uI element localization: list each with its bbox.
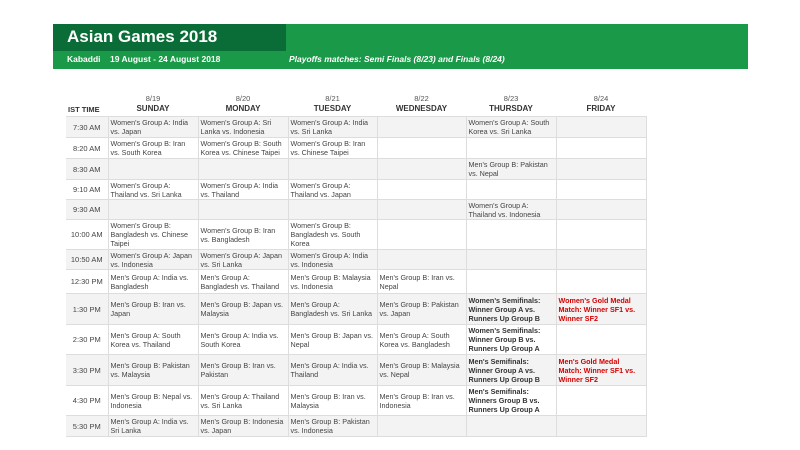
schedule-row: [66, 386, 646, 416]
match-cell: [466, 416, 556, 437]
match-cell: [466, 220, 556, 250]
time-cell: 10:50 AM: [66, 250, 108, 270]
schedule-row: [66, 355, 646, 386]
time-cell: 3:30 PM: [66, 355, 108, 386]
match-cell: [556, 416, 646, 437]
time-cell: 5:30 PM: [66, 416, 108, 437]
match-cell: Women's Group B: Bangladesh vs. South Korea: [288, 220, 377, 250]
match-cell: Women's Group A: India vs. Thailand: [198, 180, 288, 200]
match-cell: Women's Group A: Sri Lanka vs. Indonesia: [198, 117, 288, 138]
match-cell: Men's Group B: Iran vs. Indonesia: [377, 386, 466, 416]
match-cell: Women's Group A: India vs. Sri Lanka: [288, 117, 377, 138]
match-cell: [377, 416, 466, 437]
match-cell: Men's Group B: Iran vs. Pakistan: [198, 355, 288, 386]
semifinal-cell: Men's Semifinals: Winner Group A vs. Runners Up Group B: [466, 355, 556, 386]
semifinal-cell: Women's Semifinals: Winner Group A vs. Runners Up Group B: [466, 294, 556, 325]
match-cell: [377, 117, 466, 138]
day-name: TUESDAY: [313, 104, 352, 113]
match-cell: Women's Group A: India vs. Indonesia: [288, 250, 377, 270]
day-date: 8/22: [414, 94, 429, 103]
schedule-row: [66, 270, 646, 294]
time-cell: 12:30 PM: [66, 270, 108, 294]
match-cell: Women's Group A: South Korea vs. Sri Lanka: [466, 117, 556, 138]
match-cell: [288, 159, 377, 180]
day-name: THURSDAY: [489, 104, 533, 113]
gold-medal-match-cell: Men's Gold Medal Match: Winner SF1 vs. Winner SF2: [556, 355, 646, 386]
schedule-table: [66, 86, 647, 437]
match-cell: [556, 117, 646, 138]
match-cell: Men's Group B: Pakistan vs. Nepal: [466, 159, 556, 180]
match-cell: [198, 159, 288, 180]
time-column-header: IST TIME: [68, 105, 100, 114]
title-box: [53, 24, 286, 51]
time-cell: 9:30 AM: [66, 200, 108, 220]
page-title: Asian Games 2018: [67, 27, 218, 46]
time-cell: 8:20 AM: [66, 138, 108, 159]
semifinal-cell: Men's Semifinals: Winners Group B vs. Runners Up Group A: [466, 386, 556, 416]
day-header: [108, 86, 198, 117]
match-cell: [466, 180, 556, 200]
day-header: [466, 86, 556, 117]
match-cell: Women's Group B: Iran vs. Bangladesh: [198, 220, 288, 250]
day-date: 8/24: [593, 94, 609, 103]
match-cell: [556, 270, 646, 294]
day-header: [288, 86, 377, 117]
match-cell: [556, 138, 646, 159]
match-cell: Women's Group A: Thailand vs. Japan: [288, 180, 377, 200]
time-cell: 9:10 AM: [66, 180, 108, 200]
day-name: FRIDAY: [586, 104, 616, 113]
match-cell: Men's Group A: Bangladesh vs. Thailand: [198, 270, 288, 294]
match-cell: [377, 159, 466, 180]
day-date: 8/20: [235, 94, 251, 103]
match-cell: Men's Group B: Iran vs. Nepal: [377, 270, 466, 294]
day-date: 8/19: [145, 94, 161, 103]
match-cell: [556, 386, 646, 416]
day-name: SUNDAY: [136, 104, 170, 113]
match-cell: Women's Group B: Iran vs. Chinese Taipei: [288, 138, 377, 159]
schedule-row: [66, 416, 646, 437]
match-cell: Men's Group B: Iran vs. Malaysia: [288, 386, 377, 416]
match-cell: Men's Group A: South Korea vs. Bangladesh: [377, 325, 466, 355]
match-cell: Women's Group A: Japan vs. Indonesia: [108, 250, 198, 270]
day-name: WEDNESDAY: [395, 104, 448, 113]
match-cell: [377, 180, 466, 200]
match-cell: Men's Group B: Malaysia vs. Indonesia: [288, 270, 377, 294]
time-cell: 8:30 AM: [66, 159, 108, 180]
match-cell: [198, 200, 288, 220]
match-cell: [288, 200, 377, 220]
match-cell: [377, 138, 466, 159]
schedule-row: [66, 200, 646, 220]
match-cell: Men's Group B: Pakistan vs. Malaysia: [108, 355, 198, 386]
schedule-row: [66, 220, 646, 250]
match-cell: Men's Group A: India vs. Thailand: [288, 355, 377, 386]
match-cell: Women's Group A: Japan vs. Sri Lanka: [198, 250, 288, 270]
schedule-row: [66, 138, 646, 159]
match-cell: Men's Group A: India vs. Bangladesh: [108, 270, 198, 294]
match-cell: Men's Group A: Bangladesh vs. Sri Lanka: [288, 294, 377, 325]
match-cell: [466, 250, 556, 270]
day-date: 8/23: [503, 94, 519, 103]
match-cell: Women's Group A: India vs. Japan: [108, 117, 198, 138]
match-cell: Men's Group A: South Korea vs. Thailand: [108, 325, 198, 355]
time-cell: 1:30 PM: [66, 294, 108, 325]
schedule-row: [66, 180, 646, 200]
day-name: MONDAY: [225, 104, 261, 113]
match-cell: Men's Group B: Iran vs. Japan: [108, 294, 198, 325]
schedule-row: [66, 117, 646, 138]
match-cell: [556, 220, 646, 250]
match-cell: Men's Group B: Indonesia vs. Japan: [198, 416, 288, 437]
match-cell: Women's Group A: Thailand vs. Sri Lanka: [108, 180, 198, 200]
match-cell: [466, 270, 556, 294]
match-cell: Men's Group B: Nepal vs. Indonesia: [108, 386, 198, 416]
header-row: [66, 86, 646, 117]
day-header: [377, 86, 466, 117]
match-cell: Men's Group A: India vs. South Korea: [198, 325, 288, 355]
match-cell: Men's Group B: Japan vs. Malaysia: [198, 294, 288, 325]
schedule-row: [66, 159, 646, 180]
match-cell: Men's Group B: Pakistan vs. Indonesia: [288, 416, 377, 437]
header-banner: [53, 24, 748, 69]
day-header: [198, 86, 288, 117]
match-cell: Men's Group B: Japan vs. Nepal: [288, 325, 377, 355]
match-cell: Men's Group B: Malaysia vs. Nepal: [377, 355, 466, 386]
time-cell: 2:30 PM: [66, 325, 108, 355]
day-header: [556, 86, 646, 117]
match-cell: [377, 200, 466, 220]
match-cell: Women's Group B: Bangladesh vs. Chinese Taipei: [108, 220, 198, 250]
match-cell: [377, 220, 466, 250]
match-cell: [556, 200, 646, 220]
match-cell: Men's Group A: Thailand vs. Sri Lanka: [198, 386, 288, 416]
time-cell: 10:00 AM: [66, 220, 108, 250]
playoffs-note: Playoffs matches: Semi Finals (8/23) and Finals (8/24): [289, 54, 505, 64]
schedule-row: [66, 250, 646, 270]
match-cell: Women's Group B: South Korea vs. Chinese Taipei: [198, 138, 288, 159]
schedule-row: [66, 294, 646, 325]
match-cell: Men's Group A: India vs. Sri Lanka: [108, 416, 198, 437]
match-cell: [466, 138, 556, 159]
match-cell: [556, 159, 646, 180]
sport-label: Kabaddi: [67, 54, 101, 64]
day-date: 8/21: [325, 94, 340, 103]
match-cell: Men's Group B: Pakistan vs. Japan: [377, 294, 466, 325]
match-cell: [108, 200, 198, 220]
match-cell: Women's Group B: Iran vs. South Korea: [108, 138, 198, 159]
match-cell: [556, 180, 646, 200]
match-cell: [556, 325, 646, 355]
schedule-row: [66, 325, 646, 355]
gold-medal-match-cell: Women's Gold Medal Match: Winner SF1 vs. Winner SF2: [556, 294, 646, 325]
match-cell: [377, 250, 466, 270]
match-cell: [108, 159, 198, 180]
match-cell: Women's Group A: Thailand vs. Indonesia: [466, 200, 556, 220]
match-cell: [556, 250, 646, 270]
event-dates: 19 August - 24 August 2018: [110, 54, 221, 64]
semifinal-cell: Women's Semifinals: Winner Group B vs. Runners Up Group A: [466, 325, 556, 355]
time-cell: 7:30 AM: [66, 117, 108, 138]
time-cell: 4:30 PM: [66, 386, 108, 416]
